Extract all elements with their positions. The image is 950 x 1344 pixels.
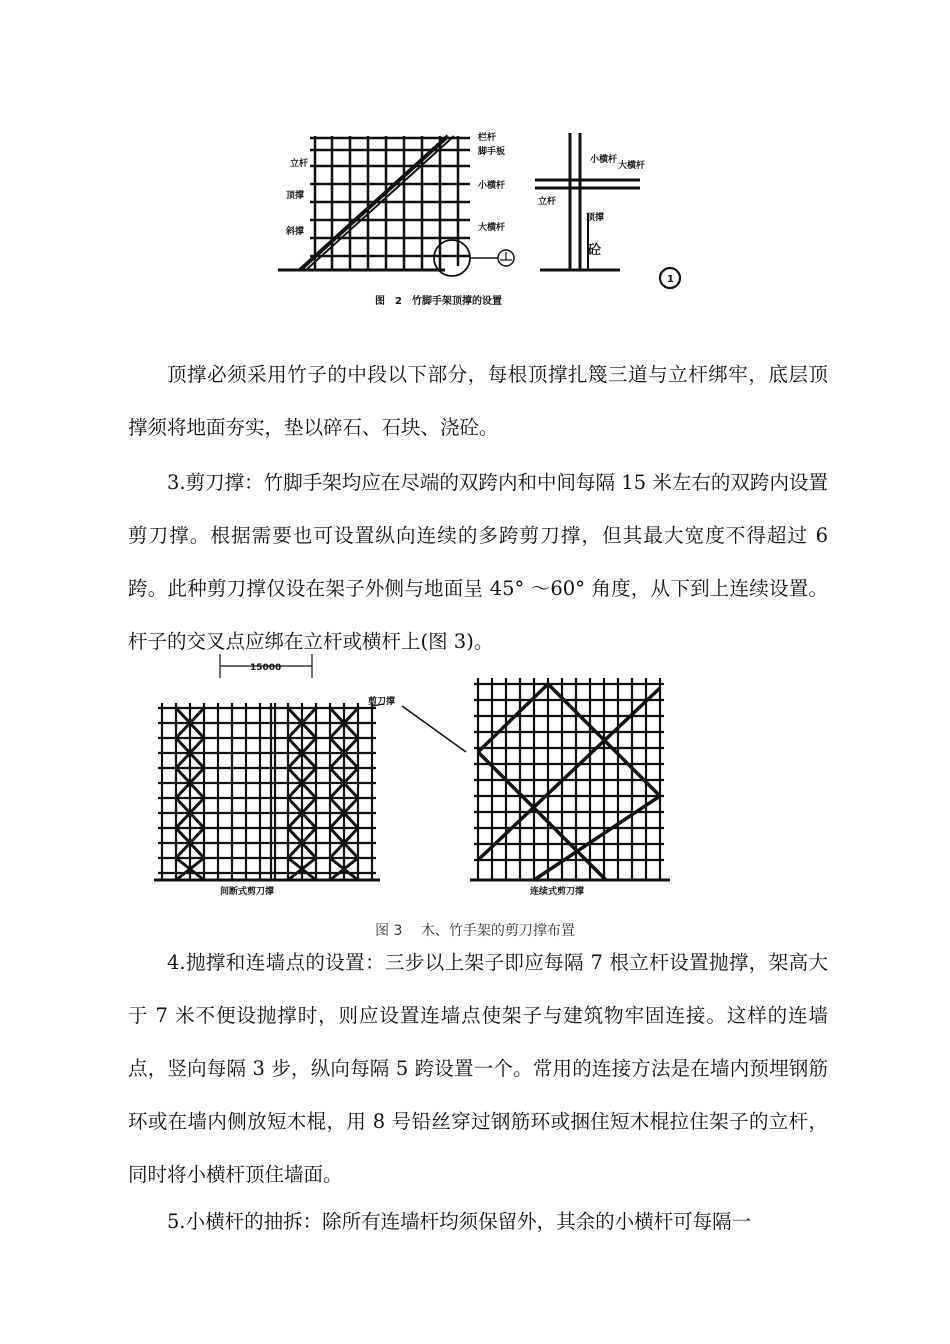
label-marker: 1 (667, 274, 674, 285)
figure-2-caption: 图 2 竹脚手架顶撑的设置 (375, 296, 502, 307)
label-dingcheng-2: 顶撑 (586, 213, 605, 223)
label-dahenggan: 大横杆 (478, 223, 506, 233)
label-ligan: 立杆 (290, 159, 309, 169)
label-jiaoshouban: 脚手板 (478, 147, 506, 157)
figure-2-bamboo-scaffold-diagram (270, 118, 700, 318)
dimension-label: 15000 (250, 663, 282, 673)
label-jiandaocheng: 剪刀撑 (368, 697, 396, 707)
figure-3-scissor-brace-diagram (140, 648, 700, 900)
label-xiecheng: 斜撑 (286, 227, 305, 237)
label-dahenggan-2: 大横杆 (618, 161, 646, 171)
label-xiaohenggan: 小横杆 (478, 181, 506, 191)
paragraph-1: 顶撑必须采用竹子的中段以下部分，每根顶撑扎篾三道与立杆绑牢，底层顶撑须将地面夯实，垫以碎石、石块、浇砼。 (128, 363, 828, 439)
label-tong: 砼 (588, 243, 602, 258)
paragraph-4: 5.小横杆的抽拆：除所有连墙杆均须保留外，其余的小横杆可每隔一 (167, 1210, 752, 1233)
label-intermittent: 间断式剪刀撑 (220, 887, 275, 897)
label-continuous: 连续式剪刀撑 (530, 887, 585, 897)
figure-3-caption: 图 3 木、竹手架的剪刀撑布置 (375, 923, 575, 939)
paragraph-3: 4.抛撑和连墙点的设置：三步以上架子即应每隔 7 根立杆设置抛撑，架高大于 7 米不便设抛撑时，则应设置连墙点使架子与建筑物牢固连接。这样的连墙点，竖向每隔 3 步，纵向每隔 5 跨设置一个。常用的连接方法是在墙内预埋钢筋环或在墙内侧放短木棍，用 8 号铅丝穿过钢筋环或捆住短木棍拉住架子的立杆，同时将小横杆顶住墙面。 (128, 951, 828, 1186)
label-dingcheng: 顶撑 (286, 191, 305, 201)
label-lanjian: 栏杆 (478, 133, 497, 143)
label-xiaohenggan-2: 小横杆 (590, 155, 618, 165)
paragraph-2: 3.剪刀撑：竹脚手架均应在尽端的双跨内和中间每隔 15 米左右的双跨内设置剪刀撑。根据需要也可设置纵向连续的多跨剪刀撑，但其最大宽度不得超过 6 跨。此种剪刀撑仅设在架子外侧与地面呈 45° ～60° 角度，从下到上连续设置。杆子的交叉点应绑在立杆或横杆上(图 3)。 (128, 471, 828, 653)
label-ligan-2: 立杆 (538, 197, 557, 207)
